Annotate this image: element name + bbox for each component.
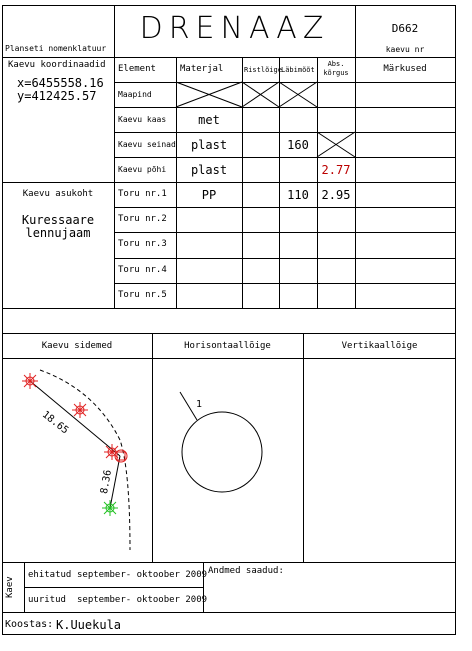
row-height: 2.77 [321,163,351,177]
row-element: Toru nr.3 [118,239,167,249]
row-element: Kaevu seinad [118,140,176,149]
row-material: PP [201,188,217,202]
pipe-label: 1 [196,399,203,410]
coords-label: Kaevu koordinaadid [8,60,106,70]
col-header-abs-2: kõrgus [323,69,349,77]
pipe-leader-line [180,392,197,420]
red-marker-icon [22,373,38,389]
ties-label: Kaevu sidemed [41,341,113,351]
col-header-abs-1: Abs. [327,60,345,68]
row-height: 2.95 [321,188,351,202]
row-material: plast [190,163,228,177]
row-element: Toru nr.1 [118,189,167,199]
tie-distance-1: 18.65 [39,409,71,437]
well-no-label: kaevu nr [385,45,425,54]
red-marker-icon [72,402,88,418]
coord-y: y=412425.57 [17,89,97,103]
vertical-label: Vertikaallõige [341,341,418,351]
col-header-diameter: Läbimõõt [281,66,315,74]
data-from-label: Andmed saadud: [208,566,284,576]
built-date: september- oktoober 2009 [77,570,208,580]
row-element: Kaevu kaas [118,115,167,124]
surveyed-label: uuritud [28,595,66,605]
row-element: Toru nr.2 [118,214,167,224]
coord-x: x=6455558.16 [17,76,104,90]
row-element: Toru nr.5 [118,290,167,300]
location-line-1: Kuressaare [21,213,95,227]
kaev-label: Kaev [5,576,15,598]
location-line-2: lennujaam [25,226,91,240]
row-element: Kaevu põhi [118,165,167,174]
form-title: DRENAAZ [139,11,330,46]
surveyed-date: september- oktoober 2009 [77,595,208,605]
horizontal-label: Horisontaallõige [184,341,271,351]
tie-distance-2: 8.36 [99,469,115,495]
nomenclature-label: Planseti nomenklatuur [5,44,107,53]
col-header-distance: Ristlõige [244,66,282,74]
row-material: plast [190,138,228,152]
row-diameter: 160 [287,138,309,152]
row-material: met [198,113,220,127]
row-element: Toru nr.4 [118,265,167,275]
author-label: Koostas: [5,619,54,630]
built-label: ehitatud [28,570,72,580]
location-label: Kaevu asukoht [22,189,94,199]
well-section-circle [182,412,262,492]
row-diameter: 110 [287,188,309,202]
well-id: D662 [391,22,419,35]
row-element: Maapind [118,90,152,99]
green-marker-icon [102,500,118,516]
author-name: K.Uuekula [56,618,122,632]
col-header-element: Element [118,64,156,74]
col-header-material: Materjal [180,64,224,74]
col-header-notes: Märkused [383,64,427,74]
well-marker-icon [115,450,127,462]
